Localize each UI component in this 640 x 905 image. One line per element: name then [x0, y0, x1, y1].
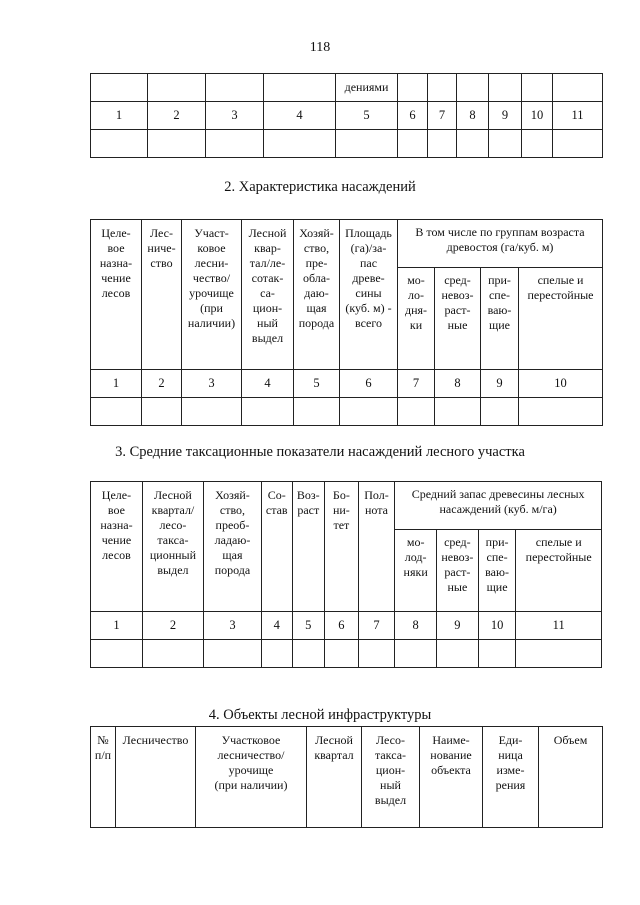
column-number: 4 — [242, 370, 294, 398]
empty-row — [91, 398, 603, 426]
continuation-table — [90, 73, 603, 158]
table-header-row — [91, 482, 602, 530]
column-number: 10 — [478, 612, 516, 640]
header-age-groups: В том числе по группам возраста древостоя (га/куб. м) — [398, 220, 603, 268]
column-number: 5 — [336, 102, 398, 130]
header-mature: спелые и перестойные — [516, 530, 602, 612]
infrastructure-table — [90, 726, 603, 828]
column-number: 1 — [91, 612, 143, 640]
column-numbers-row — [91, 102, 603, 130]
table-cell: дениями — [336, 74, 398, 102]
column-number: 1 — [91, 370, 142, 398]
column-number: 3 — [182, 370, 242, 398]
column-number: 8 — [457, 102, 489, 130]
header-plot: Лесо- такса- цион- ный выдел — [362, 727, 420, 828]
section-2-heading: 2. Характеристика насаждений — [224, 179, 416, 195]
header-object-name: Наиме- нование объекта — [420, 727, 483, 828]
column-number: 6 — [325, 612, 359, 640]
header-purpose: Целе- вое назна- чение лесов — [91, 482, 143, 612]
header-maturing: при- спе- ваю- щие — [478, 530, 516, 612]
taxation-indicators-table — [90, 481, 602, 668]
table-cell — [91, 74, 148, 102]
header-quarter: Лесной квар- тал/ле- сотак- са- цион- ный выдел — [242, 220, 294, 370]
table-header-row — [91, 220, 603, 268]
table-cell — [206, 74, 264, 102]
header-forestry: Лесничество — [116, 727, 196, 828]
section-4-heading: 4. Объекты лесной инфраструктуры — [208, 707, 432, 723]
header-forestry: Лес- ниче- ство — [142, 220, 182, 370]
column-number: 7 — [428, 102, 457, 130]
table-cell — [457, 74, 489, 102]
header-young: мо- ло- дня- ки — [398, 268, 435, 370]
table-cell — [264, 74, 336, 102]
empty-row — [91, 640, 602, 668]
column-number: 2 — [142, 612, 203, 640]
column-numbers-row — [91, 612, 602, 640]
column-number: 3 — [203, 612, 261, 640]
column-number: 4 — [264, 102, 336, 130]
table-cell — [428, 74, 457, 102]
header-age: Воз- раст — [292, 482, 325, 612]
column-number: 5 — [292, 612, 325, 640]
column-number: 7 — [358, 612, 395, 640]
column-number: 5 — [294, 370, 340, 398]
header-volume: Объем — [539, 727, 603, 828]
column-number: 9 — [481, 370, 519, 398]
header-quarter: Лесной квартал — [307, 727, 362, 828]
header-composition: Со- став — [261, 482, 292, 612]
column-number: 3 — [206, 102, 264, 130]
table-cell — [522, 74, 553, 102]
column-number: 6 — [398, 102, 428, 130]
column-number: 2 — [142, 370, 182, 398]
empty-row — [91, 130, 603, 158]
header-district: Участковое лесничество/ урочище (при наличии) — [196, 727, 307, 828]
header-young: мо- лод- няки — [395, 530, 437, 612]
column-numbers-row — [91, 370, 603, 398]
table-header-row — [91, 727, 603, 828]
column-number: 9 — [437, 612, 479, 640]
column-number: 10 — [522, 102, 553, 130]
plantings-characteristics-table — [90, 219, 603, 426]
column-number: 10 — [519, 370, 603, 398]
header-quarter: Лесной квартал/ лесо- такса- ционный выдел — [142, 482, 203, 612]
column-number: 9 — [489, 102, 522, 130]
header-unit: Еди- ница изме- рения — [483, 727, 539, 828]
column-number: 6 — [340, 370, 398, 398]
header-area: Площадь (га)/за- пас древе- сины (куб. м) - всего — [340, 220, 398, 370]
header-mature: спелые и перестойные — [519, 268, 603, 370]
header-species: Хозяй- ство, пре- обла- даю- щая порода — [294, 220, 340, 370]
header-middle-aged: сред- невоз- раст- ные — [437, 530, 479, 612]
section-3-heading: 3. Средние таксационные показатели насаждений лесного участка — [115, 444, 525, 460]
column-number: 8 — [395, 612, 437, 640]
header-district: Участ- ковое лесни- чество/ урочище (при наличии) — [182, 220, 242, 370]
column-number: 8 — [435, 370, 481, 398]
column-number: 7 — [398, 370, 435, 398]
header-purpose: Целе- вое назна- чение лесов — [91, 220, 142, 370]
column-number: 4 — [261, 612, 292, 640]
table-cell — [553, 74, 603, 102]
table-row — [91, 74, 603, 102]
header-maturing: при- спе- ваю- щие — [481, 268, 519, 370]
header-density: Пол- нота — [358, 482, 395, 612]
table-cell — [148, 74, 206, 102]
column-number: 1 — [91, 102, 148, 130]
column-number: 11 — [516, 612, 602, 640]
table-cell — [489, 74, 522, 102]
header-number: № п/п — [91, 727, 116, 828]
table-cell — [398, 74, 428, 102]
page-number: 118 — [309, 40, 331, 55]
header-bonitet: Бо- ни- тет — [325, 482, 359, 612]
header-middle-aged: сред- невоз- раст- ные — [435, 268, 481, 370]
header-species: Хозяй- ство, преоб- ладаю- щая порода — [203, 482, 261, 612]
column-number: 11 — [553, 102, 603, 130]
header-stock: Средний запас древесины лесных насаждений (куб. м/га) — [395, 482, 602, 530]
column-number: 2 — [148, 102, 206, 130]
